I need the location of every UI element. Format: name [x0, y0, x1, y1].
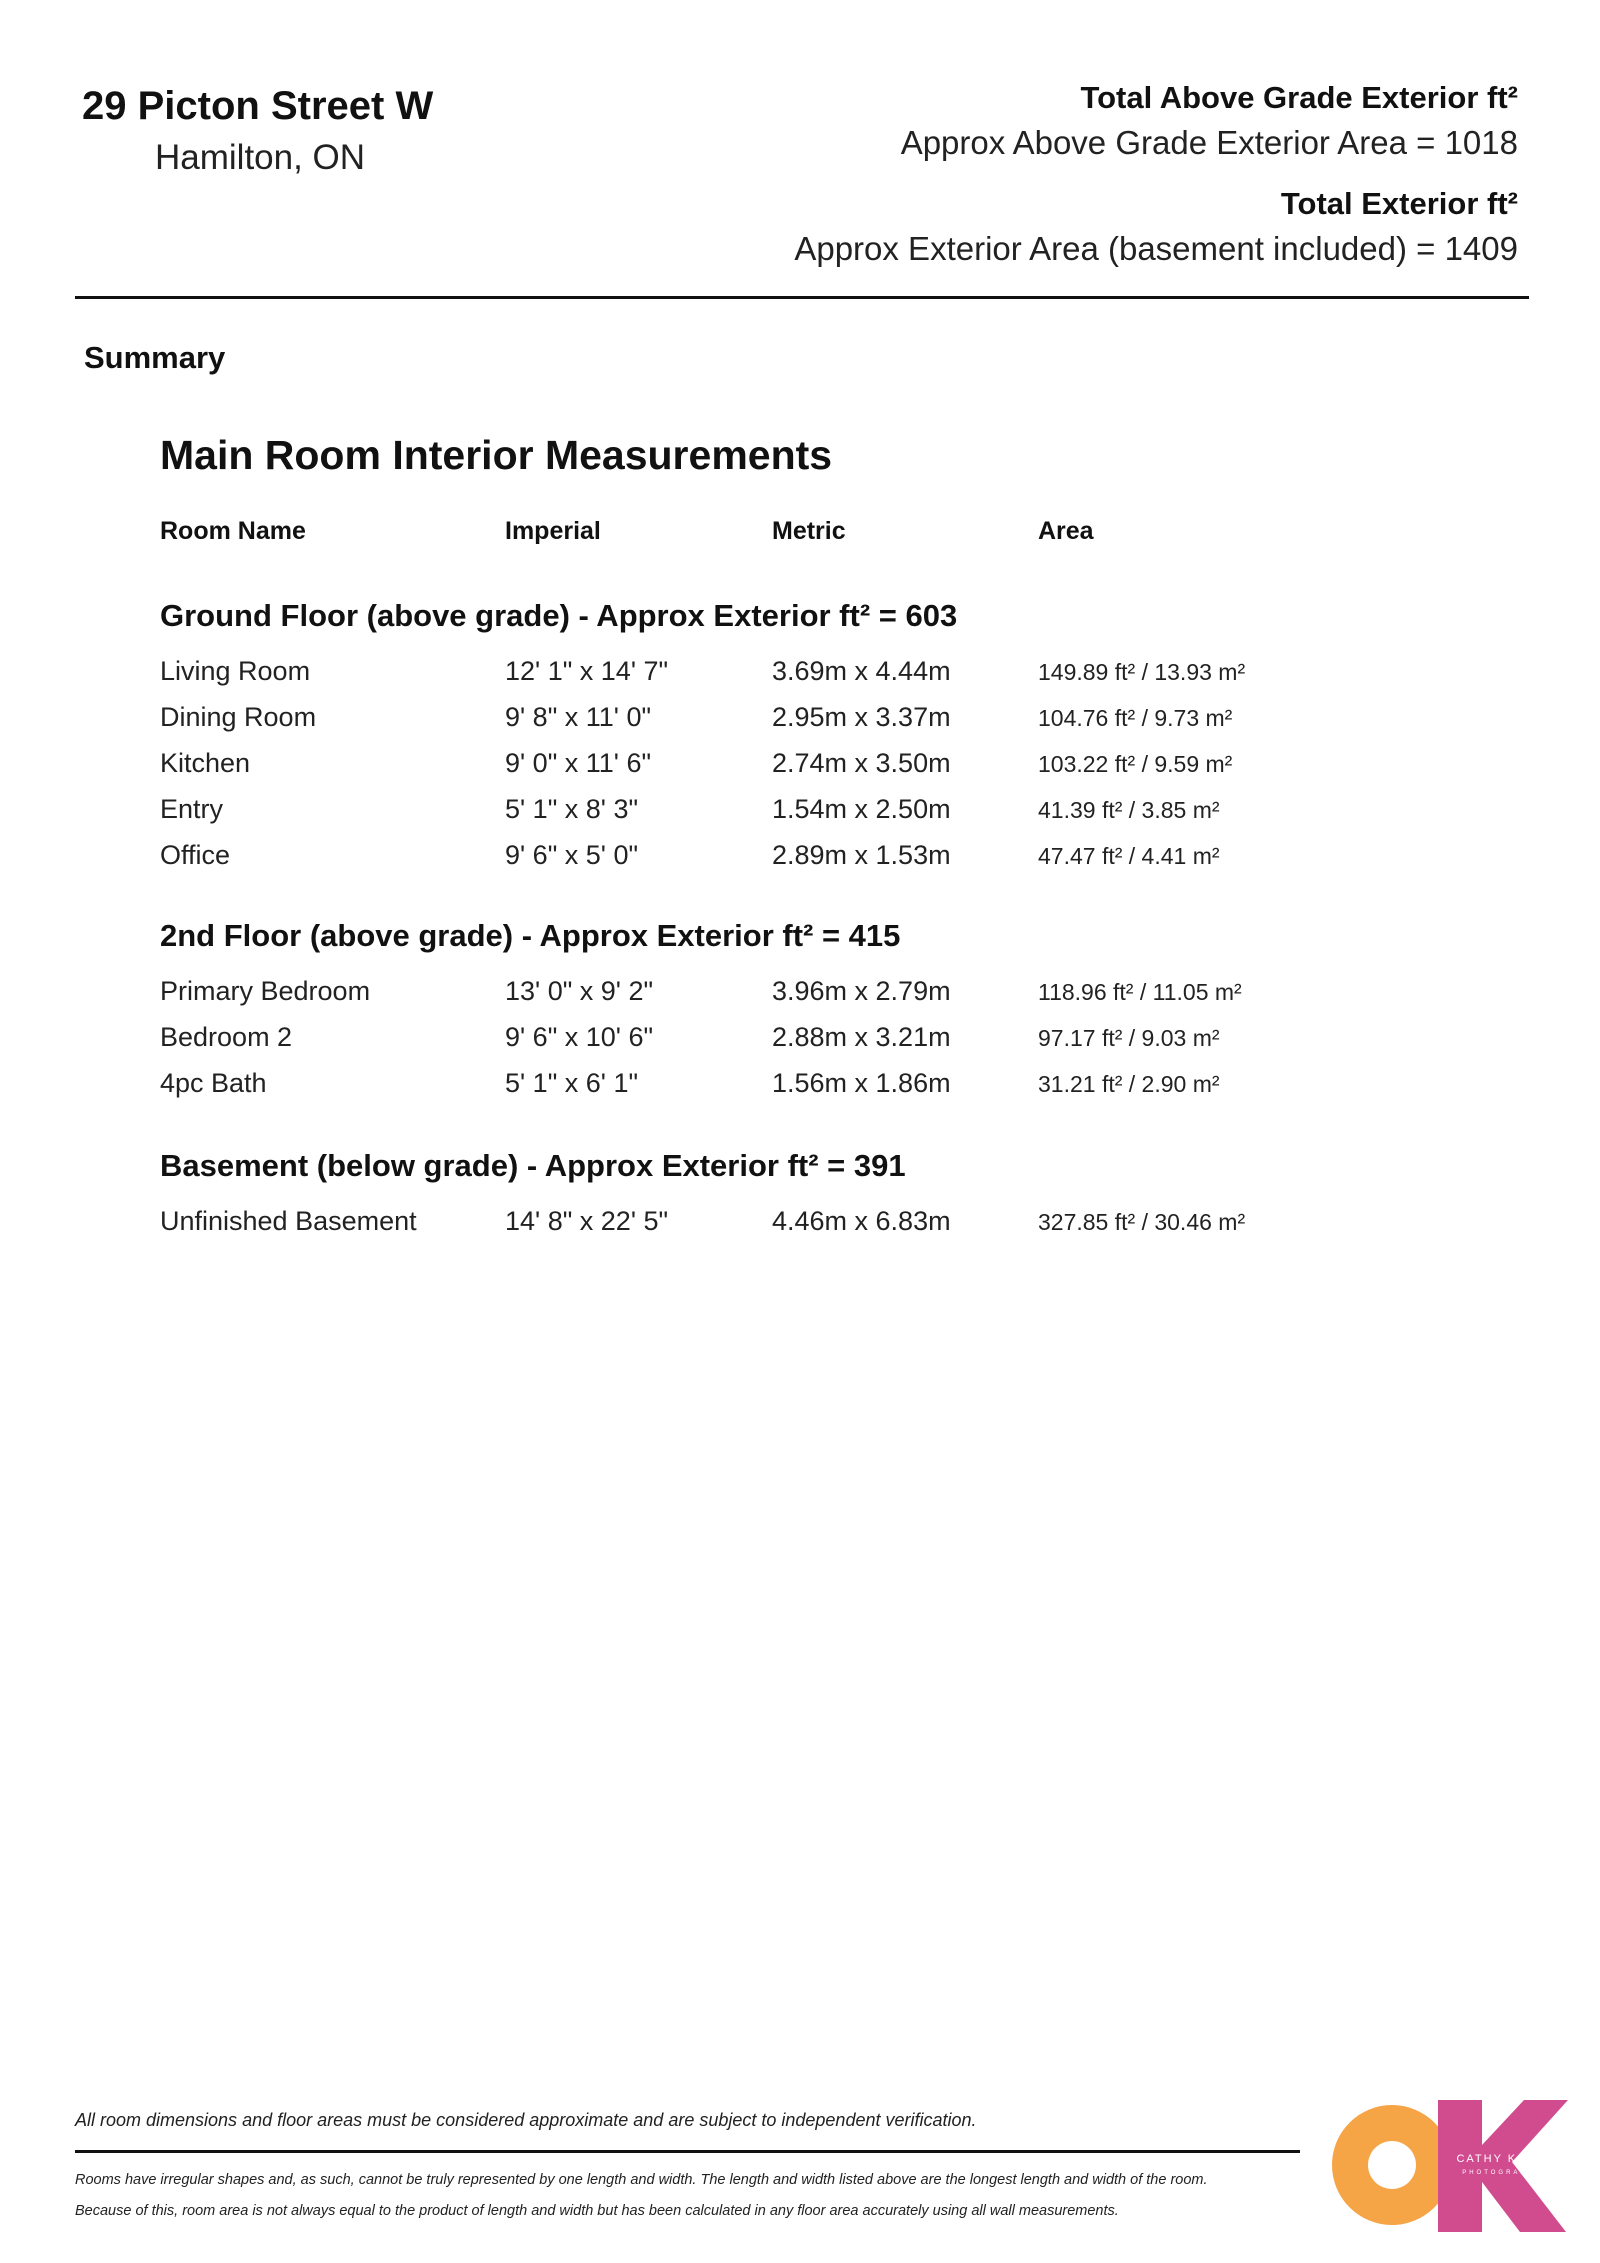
- room-row: [160, 702, 1360, 748]
- room-area: 149.89 ft² / 13.93 m²: [1038, 659, 1246, 685]
- room-name: Bedroom 2: [160, 1022, 293, 1052]
- room-area: 97.17 ft² / 9.03 m²: [1038, 1025, 1220, 1051]
- room-metric: 1.56m x 1.86m: [772, 1068, 951, 1098]
- room-imperial: 14' 8" x 22' 5": [505, 1206, 669, 1236]
- room-area: 103.22 ft² / 9.59 m²: [1038, 751, 1233, 777]
- logo-graphic: [1330, 2090, 1570, 2240]
- floor-title-basement: Basement (below grade) - Approx Exterior ft² = 391: [160, 1148, 906, 1183]
- room-name: Primary Bedroom: [160, 976, 371, 1006]
- room-metric: 4.46m x 6.83m: [772, 1206, 951, 1236]
- room-name: Kitchen: [160, 748, 251, 778]
- logo-k-shape: [1438, 2100, 1568, 2232]
- total-exterior-area: Approx Exterior Area (basement included) = 1409: [794, 230, 1518, 267]
- room-row: [160, 1022, 1360, 1068]
- room-name: Entry: [160, 794, 224, 824]
- room-imperial: 5' 1" x 6' 1": [505, 1068, 639, 1098]
- room-area: 327.85 ft² / 30.46 m²: [1038, 1209, 1246, 1235]
- total-exterior-title: Total Exterior ft²: [1280, 186, 1518, 221]
- footer-divider: [75, 2150, 1300, 2153]
- summary-heading: Summary: [84, 340, 226, 375]
- room-row: [160, 840, 1360, 886]
- logo-o-hole: [1368, 2141, 1416, 2189]
- room-row: [160, 976, 1360, 1022]
- room-area: 41.39 ft² / 3.85 m²: [1038, 797, 1220, 823]
- section-title: Main Room Interior Measurements: [160, 432, 833, 478]
- room-metric: 1.54m x 2.50m: [772, 794, 951, 824]
- room-imperial: 9' 8" x 11' 0": [505, 702, 652, 732]
- room-row: [160, 794, 1360, 840]
- room-metric: 2.74m x 3.50m: [772, 748, 951, 778]
- room-name: Office: [160, 840, 231, 870]
- logo-name-text: CATHY KOOP: [1456, 2153, 1548, 2165]
- room-row: [160, 656, 1360, 702]
- cathy-koop-logo: [1330, 2090, 1570, 2240]
- column-header-room: Room Name: [160, 517, 306, 545]
- room-imperial: 9' 6" x 10' 6": [505, 1022, 654, 1052]
- room-name: Unfinished Basement: [160, 1206, 417, 1236]
- room-area: 47.47 ft² / 4.41 m²: [1038, 843, 1220, 869]
- room-name: 4pc Bath: [160, 1068, 267, 1098]
- room-imperial: 13' 0" x 9' 2": [505, 976, 654, 1006]
- column-header-metric: Metric: [772, 517, 846, 545]
- logo-tagline-text: PHOTOGRAPHY: [1462, 2170, 1542, 2176]
- room-name: Dining Room: [160, 702, 317, 732]
- room-imperial: 5' 1" x 8' 3": [505, 794, 639, 824]
- header-divider: [75, 296, 1529, 299]
- footer-note-1: Rooms have irregular shapes and, as such, cannot be truly represented by one length and width. The length and width listed above are the longest length and width of the room.: [75, 2172, 1208, 2188]
- room-area: 31.21 ft² / 2.90 m²: [1038, 1071, 1220, 1097]
- room-area: 104.76 ft² / 9.73 m²: [1038, 705, 1233, 731]
- property-address-city: Hamilton, ON: [155, 138, 366, 177]
- room-metric: 3.69m x 4.44m: [772, 656, 951, 686]
- room-row: [160, 1068, 1360, 1114]
- floor-title-second: 2nd Floor (above grade) - Approx Exterior ft² = 415: [160, 918, 901, 953]
- property-address-street: 29 Picton Street W: [82, 84, 434, 128]
- column-header-area: Area: [1038, 517, 1094, 545]
- room-imperial: 9' 0" x 11' 6": [505, 748, 652, 778]
- room-metric: 2.89m x 1.53m: [772, 840, 951, 870]
- room-row: [160, 1206, 1360, 1252]
- room-imperial: 9' 6" x 5' 0": [505, 840, 639, 870]
- column-header-imperial: Imperial: [505, 517, 601, 545]
- disclaimer-text: All room dimensions and floor areas must be considered approximate and are subject to independent verification.: [75, 2110, 977, 2130]
- room-area: 118.96 ft² / 11.05 m²: [1038, 979, 1242, 1005]
- room-metric: 2.88m x 3.21m: [772, 1022, 951, 1052]
- above-grade-title: Total Above Grade Exterior ft²: [1080, 80, 1518, 115]
- room-row: [160, 748, 1360, 794]
- above-grade-area: Approx Above Grade Exterior Area = 1018: [900, 124, 1518, 161]
- room-metric: 3.96m x 2.79m: [772, 976, 951, 1006]
- room-name: Living Room: [160, 656, 311, 686]
- room-imperial: 12' 1" x 14' 7": [505, 656, 669, 686]
- floor-title-ground: Ground Floor (above grade) - Approx Exterior ft² = 603: [160, 598, 958, 633]
- footer-note-2: Because of this, room area is not always equal to the product of length and width but has been calculated in any floor area accurately using all wall measurements.: [75, 2203, 1119, 2219]
- room-metric: 2.95m x 3.37m: [772, 702, 951, 732]
